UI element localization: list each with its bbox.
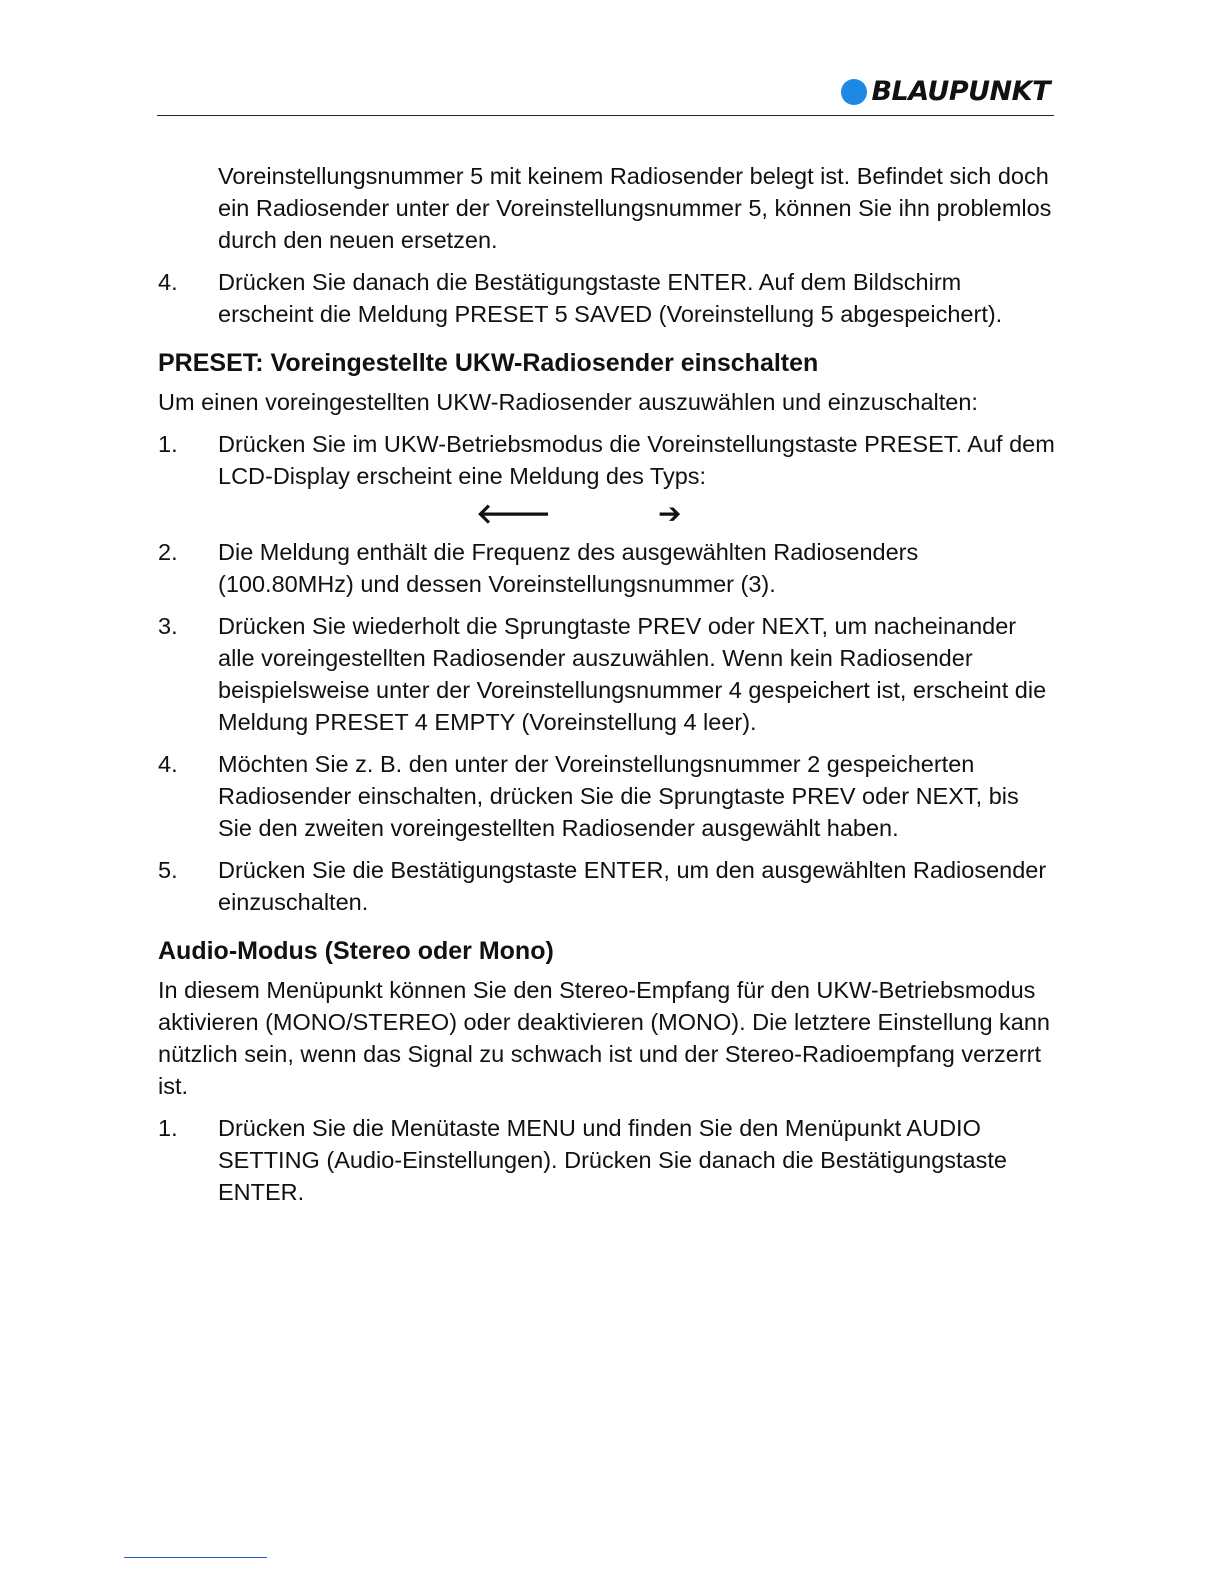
list-item <box>158 854 1058 918</box>
preset-intro: Um einen voreingestellten UKW-Radiosender auszuwählen und einzuschalten: <box>158 389 978 415</box>
list-item <box>158 536 1058 600</box>
brand-dot-icon <box>841 79 867 105</box>
list-text: Möchten Sie z. B. den unter der Voreinstellungsnummer 2 gespeicherten Radiosender einschalten, drücken Sie die Sprungtaste PREV oder NEXT, bis Sie den zweiten voreingestellten Radiosender ausgewählt haben. <box>218 751 1019 841</box>
page-content <box>158 160 1058 1208</box>
list-number: 4. <box>158 751 178 777</box>
list-number: 4. <box>158 269 178 295</box>
section-heading-audio: Audio-Modus (Stereo oder Mono) <box>158 937 554 965</box>
list-number: 1. <box>158 1115 178 1141</box>
list-item <box>158 748 1058 844</box>
list-text: Die Meldung enthält die Frequenz des ausgewählten Radiosenders (100.80MHz) und dessen Voreinstellungsnummer (3). <box>218 539 919 597</box>
list-text: Drücken Sie im UKW-Betriebsmodus die Voreinstellungstaste PRESET. Auf dem LCD-Display erscheint eine Meldung des Typs: <box>218 431 1055 489</box>
list-number: 1. <box>158 431 178 457</box>
intro-continuation: Voreinstellungsnummer 5 mit keinem Radiosender belegt ist. Befindet sich doch ein Radiosender unter der Voreinstellungsnummer 5, können Sie ihn problemlos durch den neuen ersetzen. <box>218 163 1052 253</box>
list-text: Drücken Sie die Bestätigungstaste ENTER, um den ausgewählten Radiosender einzuschalten. <box>218 857 1047 915</box>
page-header <box>157 70 1054 116</box>
footnote-divider <box>124 1557 267 1558</box>
arrow-left-icon: 🡐 <box>476 498 552 529</box>
list-text: Drücken Sie die Menütaste MENU und finden Sie den Menüpunkt AUDIO SETTING (Audio-Einstellungen). Drücken Sie danach die Bestätigungstaste ENTER. <box>218 1115 1007 1205</box>
list-item <box>158 1112 1058 1208</box>
list-item <box>158 428 1058 492</box>
list-text: Drücken Sie wiederholt die Sprungtaste PREV oder NEXT, um nacheinander alle voreingestellten Radiosender auszuwählen. Wenn kein Radiosender beispielsweise unter der Voreinstellungsnummer 4 gespeichert ist, erscheint die Meldung PRESET 4 EMPTY (Voreinstellung 4 leer). <box>218 613 1047 735</box>
audio-intro: In diesem Menüpunkt können Sie den Stereo-Empfang für den UKW-Betriebsmodus aktivieren (MONO/STEREO) oder deaktivieren (MONO). Die letztere Einstellung kann nützlich sein, wenn das Signal zu schwach ist und der Stereo-Radioempfang verzerrt ist. <box>158 977 1051 1099</box>
lcd-display-example <box>158 492 1058 536</box>
list-item <box>158 610 1058 738</box>
list-number: 3. <box>158 613 178 639</box>
section-heading-preset: PRESET: Voreingestellte UKW-Radiosender einschalten <box>158 349 819 377</box>
list-item <box>158 266 1058 330</box>
brand-logo <box>841 76 1050 107</box>
list-number: 2. <box>158 539 178 565</box>
arrow-right-icon: ➔ <box>658 498 682 529</box>
list-text: Drücken Sie danach die Bestätigungstaste ENTER. Auf dem Bildschirm erscheint die Meldung PRESET 5 SAVED (Voreinstellung 5 abgespeichert). <box>218 269 1003 327</box>
brand-name: BLAUPUNKT <box>871 76 1050 107</box>
list-number: 5. <box>158 857 178 883</box>
